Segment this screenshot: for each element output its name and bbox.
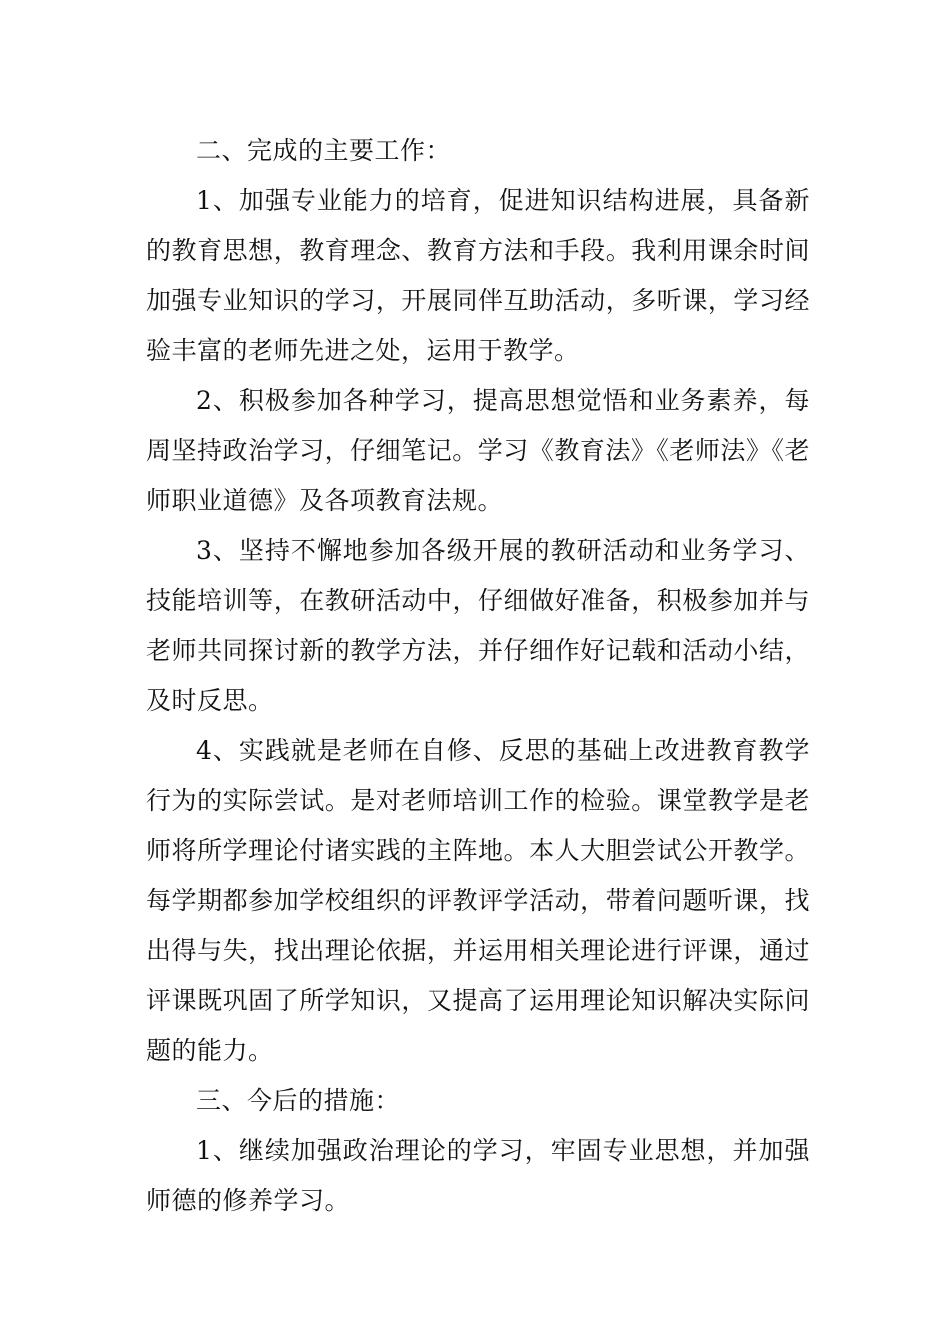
section-heading-completed-work: 二、完成的主要工作： xyxy=(196,136,452,165)
document-body xyxy=(146,126,810,1226)
paragraph-item-2: 2、积极参加各种学习，提高思想觉悟和业务素养，每周坚持政治学习，仔细笔记。学习《教育法》《老师法》《老师职业道德》及各项教育法规。 xyxy=(146,386,810,515)
paragraph-item-4: 4、实践就是老师在自修、反思的基础上改进教育教学行为的实际尝试。是对老师培训工作的检验。课堂教学是老师将所学理论付诸实践的主阵地。本人大胆尝试公开教学。每学期都参加学校组织的评教评学活动，带着问题听课，找出得与失，找出理论依据，并运用相关理论进行评课，通过评课既巩固了所学知识，又提高了运用理论知识解决实际问题的能力。 xyxy=(146,736,810,1065)
paragraph-item-1: 1、加强专业能力的培育，促进知识结构进展，具备新的教育思想，教育理念、教育方法和手段。我利用课余时间加强专业知识的学习，开展同伴互助活动，多听课，学习经验丰富的老师先进之处，运用于教学。 xyxy=(146,186,810,365)
paragraph-item-3: 3、坚持不懈地参加各级开展的教研活动和业务学习、技能培训等，在教研活动中，仔细做好准备，积极参加并与老师共同探讨新的教学方法，并仔细作好记载和活动小结，及时反思。 xyxy=(146,536,810,715)
section-heading-future-measures: 三、今后的措施： xyxy=(196,1086,401,1115)
paragraph-measure-1: 1、继续加强政治理论的学习，牢固专业思想，并加强师德的修养学习。 xyxy=(146,1136,810,1215)
